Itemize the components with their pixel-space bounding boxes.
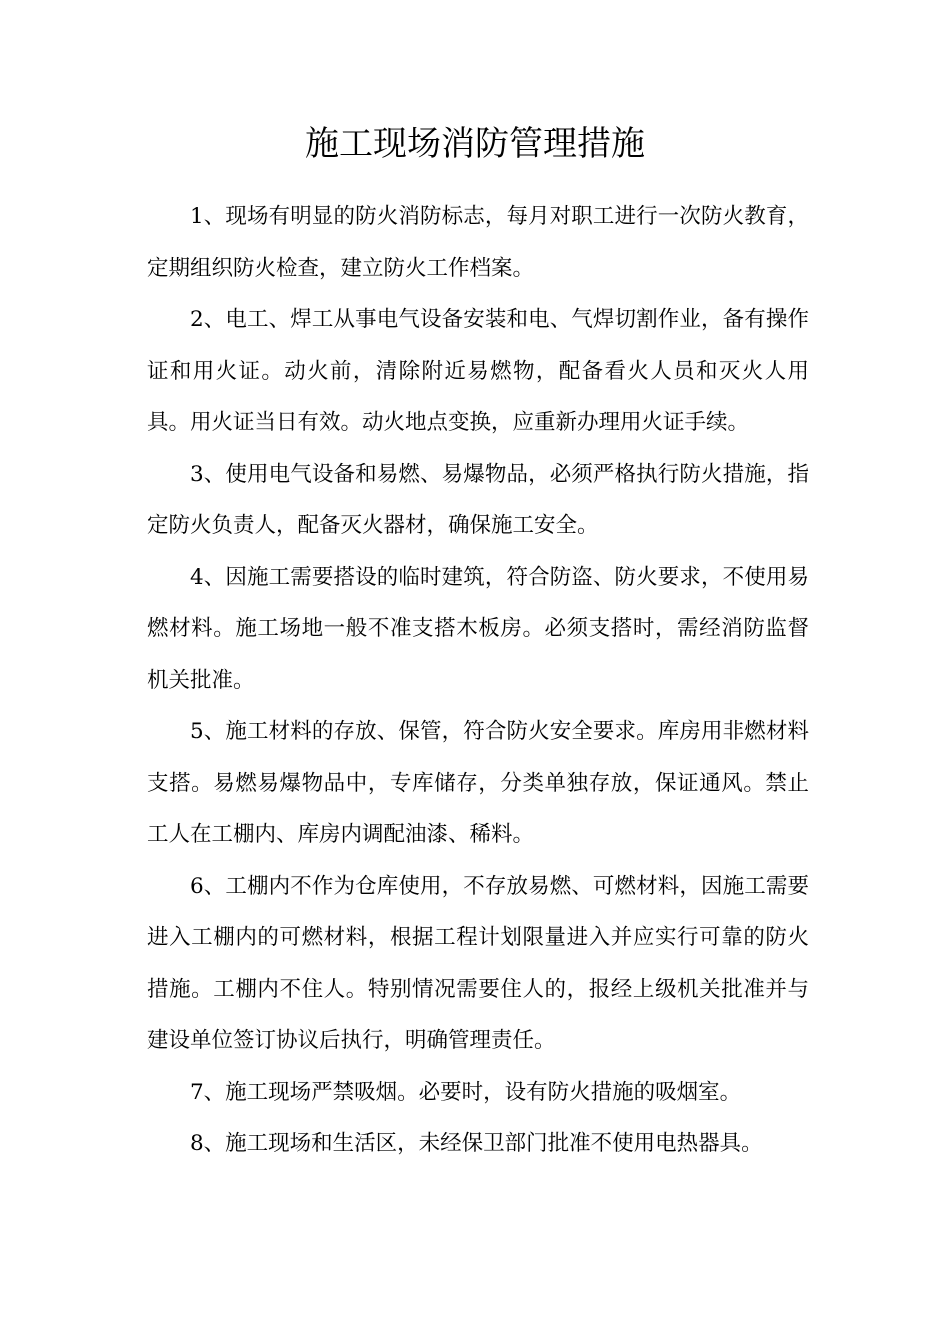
paragraph-2: 2、电工、焊工从事电气设备安装和电、气焊切割作业，备有操作证和用火证。动火前，清除附近易燃物，配备看火人员和灭火人用具。用火证当日有效。动火地点变换，应重新办理用火证手续。 — [147, 307, 809, 435]
paragraph-3: 3、使用电气设备和易燃、易爆物品，必须严格执行防火措施，指定防火负责人，配备灭火器材，确保施工安全。 — [147, 461, 809, 538]
document-title: 施工现场消防管理措施 — [305, 124, 645, 164]
paragraph-4: 4、因施工需要搭设的临时建筑，符合防盗、防火要求，不使用易燃材料。施工场地一般不准支搭木板房。必须支搭时，需经消防监督机关批准。 — [147, 564, 809, 693]
paragraph-1: 1、现场有明显的防火消防标志，每月对职工进行一次防火教育，定期组织防火检查，建立防火工作档案。 — [147, 204, 809, 281]
paragraph-6: 6、工棚内不作为仓库使用，不存放易燃、可燃材料，因施工需要进入工棚内的可燃材料，根据工程计划限量进入并应实行可靠的防火措施。工棚内不住人。特别情况需要住人的，报经上级机关批准并与建设单位签订协议后执行，明确管理责任。 — [147, 873, 809, 1053]
paragraph-7: 7、施工现场严禁吸烟。必要时，设有防火措施的吸烟室。 — [190, 1079, 742, 1105]
paragraph-8: 8、施工现场和生活区，未经保卫部门批准不使用电热器具。 — [190, 1131, 763, 1156]
document-body — [147, 191, 809, 1170]
paragraph-5: 5、施工材料的存放、保管，符合防火安全要求。库房用非燃材料支搭。易燃易爆物品中，专库储存，分类单独存放，保证通风。禁止工人在工棚内、库房内调配油漆、稀料。 — [147, 719, 809, 847]
